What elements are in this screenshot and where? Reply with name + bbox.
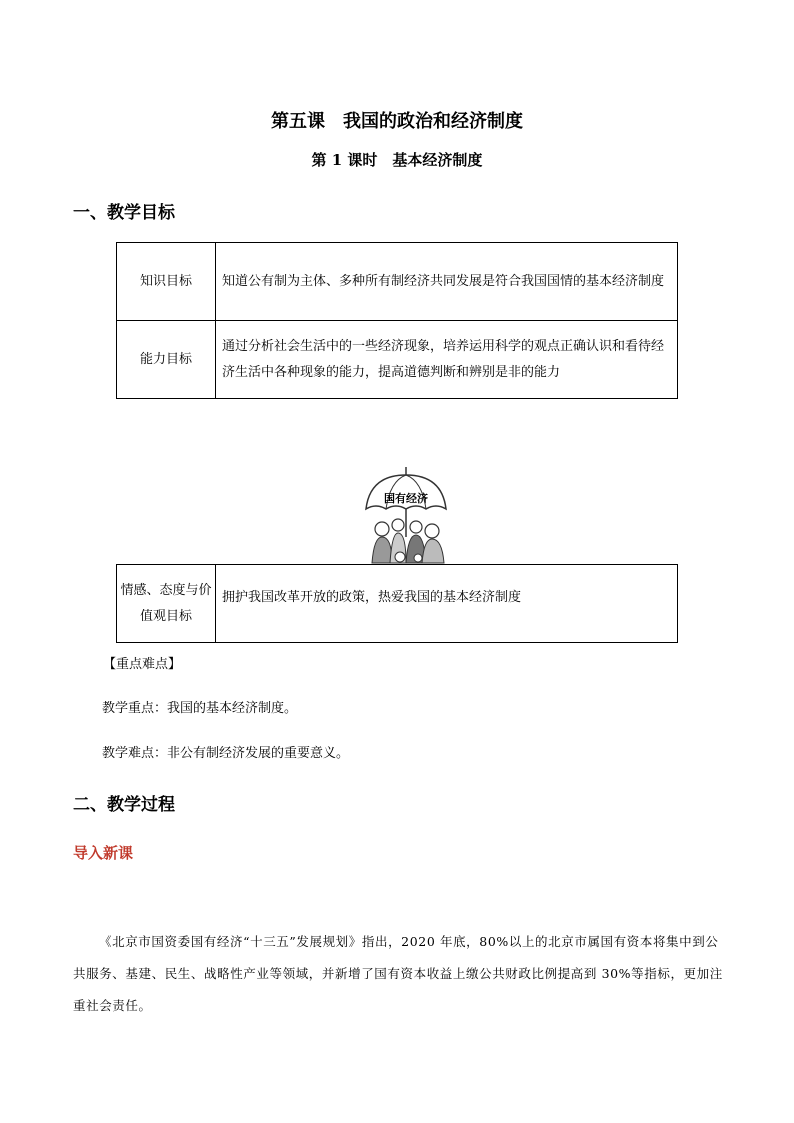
teaching-focus: 教学重点：我国的基本经济制度。 — [102, 701, 298, 716]
lesson-title: 第五课 我国的政治和经济制度 — [271, 111, 523, 132]
umbrella-icon — [360, 465, 452, 565]
objective-label: 知识目标 — [117, 243, 216, 321]
table-row — [117, 565, 678, 643]
objective-label: 能力目标 — [117, 321, 216, 399]
objectives-heading: 一、教学目标 — [73, 203, 175, 223]
objectives-table — [116, 242, 678, 399]
umbrella-label: 国有经济 — [384, 492, 428, 505]
key-points-heading: 【重点难点】 — [103, 657, 182, 672]
process-heading: 二、教学过程 — [73, 795, 175, 815]
objective-content: 拥护我国改革开放的政策，热爱我国的基本经济制度 — [216, 565, 678, 643]
state-economy-umbrella-illustration — [360, 465, 452, 565]
objective-label: 情感、态度与价值观目标 — [117, 565, 216, 643]
intro-heading: 导入新课 — [73, 844, 134, 862]
objective-content: 通过分析社会生活中的一些经济现象，培养运用科学的观点正确认识和看待经济生活中各种现象的能力，提高道德判断和辨别是非的能力 — [216, 321, 678, 399]
table-row — [117, 321, 678, 399]
objective-content: 知道公有制为主体、多种所有制经济共同发展是符合我国国情的基本经济制度 — [216, 243, 678, 321]
intro-paragraph: 《北京市国资委国有经济“十三五”发展规划》指出，2020 年底，80%以上的北京市属国有资本将集中到公共服务、基建、民生、战略性产业等领域，并新增了国有资本收益上缴公共财政比例提高到 30%等指标，更加注重社会责任。 — [73, 934, 723, 1013]
table-row — [117, 243, 678, 321]
teaching-difficulty: 教学难点：非公有制经济发展的重要意义。 — [102, 746, 350, 761]
objectives-table-continued — [116, 564, 678, 643]
lesson-subtitle: 第 1 课时 基本经济制度 — [311, 151, 483, 169]
